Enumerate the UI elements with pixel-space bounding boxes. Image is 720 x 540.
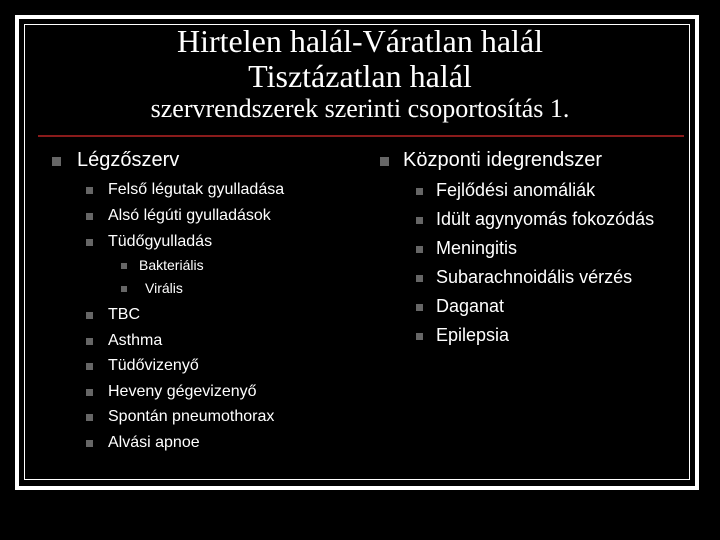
- bullet-icon: [86, 187, 93, 194]
- bullet-icon: [416, 333, 423, 340]
- bullet-icon: [86, 312, 93, 319]
- bullet-icon: [86, 338, 93, 345]
- list-item: TBC: [108, 306, 140, 323]
- slide-subtitle: szervrendszerek szerinti csoportosítás 1.: [150, 94, 570, 123]
- sub-list-item: Virális: [145, 280, 183, 296]
- bullet-icon: [416, 188, 423, 195]
- bullet-icon: [416, 246, 423, 253]
- bullet-icon: [121, 263, 127, 269]
- title-divider: [38, 135, 684, 137]
- left-heading: Légzőszerv: [77, 149, 180, 171]
- list-item: Daganat: [436, 296, 505, 316]
- bullet-icon: [416, 275, 423, 282]
- bullet-icon: [86, 414, 93, 421]
- bullet-icon: [416, 304, 423, 311]
- list-item: Epilepsia: [436, 325, 510, 345]
- bullet-icon: [52, 157, 61, 166]
- list-item: Spontán pneumothorax: [108, 408, 275, 425]
- right-heading: Központi idegrendszer: [403, 149, 603, 171]
- list-item: Tüdőgyulladás: [108, 233, 213, 250]
- bullet-icon: [86, 239, 93, 246]
- slide-title-line1: Hirtelen halál-Váratlan halál: [176, 23, 544, 59]
- list-item: Asthma: [108, 332, 163, 349]
- list-item: Felső légutak gyulladása: [108, 181, 285, 198]
- bullet-icon: [380, 157, 389, 166]
- bullet-icon: [416, 217, 423, 224]
- list-item: Alvási apnoe: [108, 434, 200, 451]
- bullet-icon: [86, 389, 93, 396]
- list-item: Subarachnoidális vérzés: [436, 267, 633, 287]
- list-item: Alsó légúti gyulladások: [108, 207, 271, 224]
- list-item: Meningitis: [436, 238, 518, 258]
- bullet-icon: [86, 363, 93, 370]
- slide-title-line2: Tisztázatlan halál: [248, 58, 472, 94]
- sub-list-item: Bakteriális: [139, 257, 204, 273]
- list-item: Tüdővizenyő: [108, 357, 199, 374]
- bullet-icon: [86, 213, 93, 220]
- bullet-icon: [86, 440, 93, 447]
- list-item: Heveny gégevizenyő: [108, 383, 257, 400]
- list-item: Fejlődési anomáliák: [436, 180, 596, 200]
- bullet-icon: [121, 286, 127, 292]
- list-item: Idült agynyomás fokozódás: [436, 209, 655, 229]
